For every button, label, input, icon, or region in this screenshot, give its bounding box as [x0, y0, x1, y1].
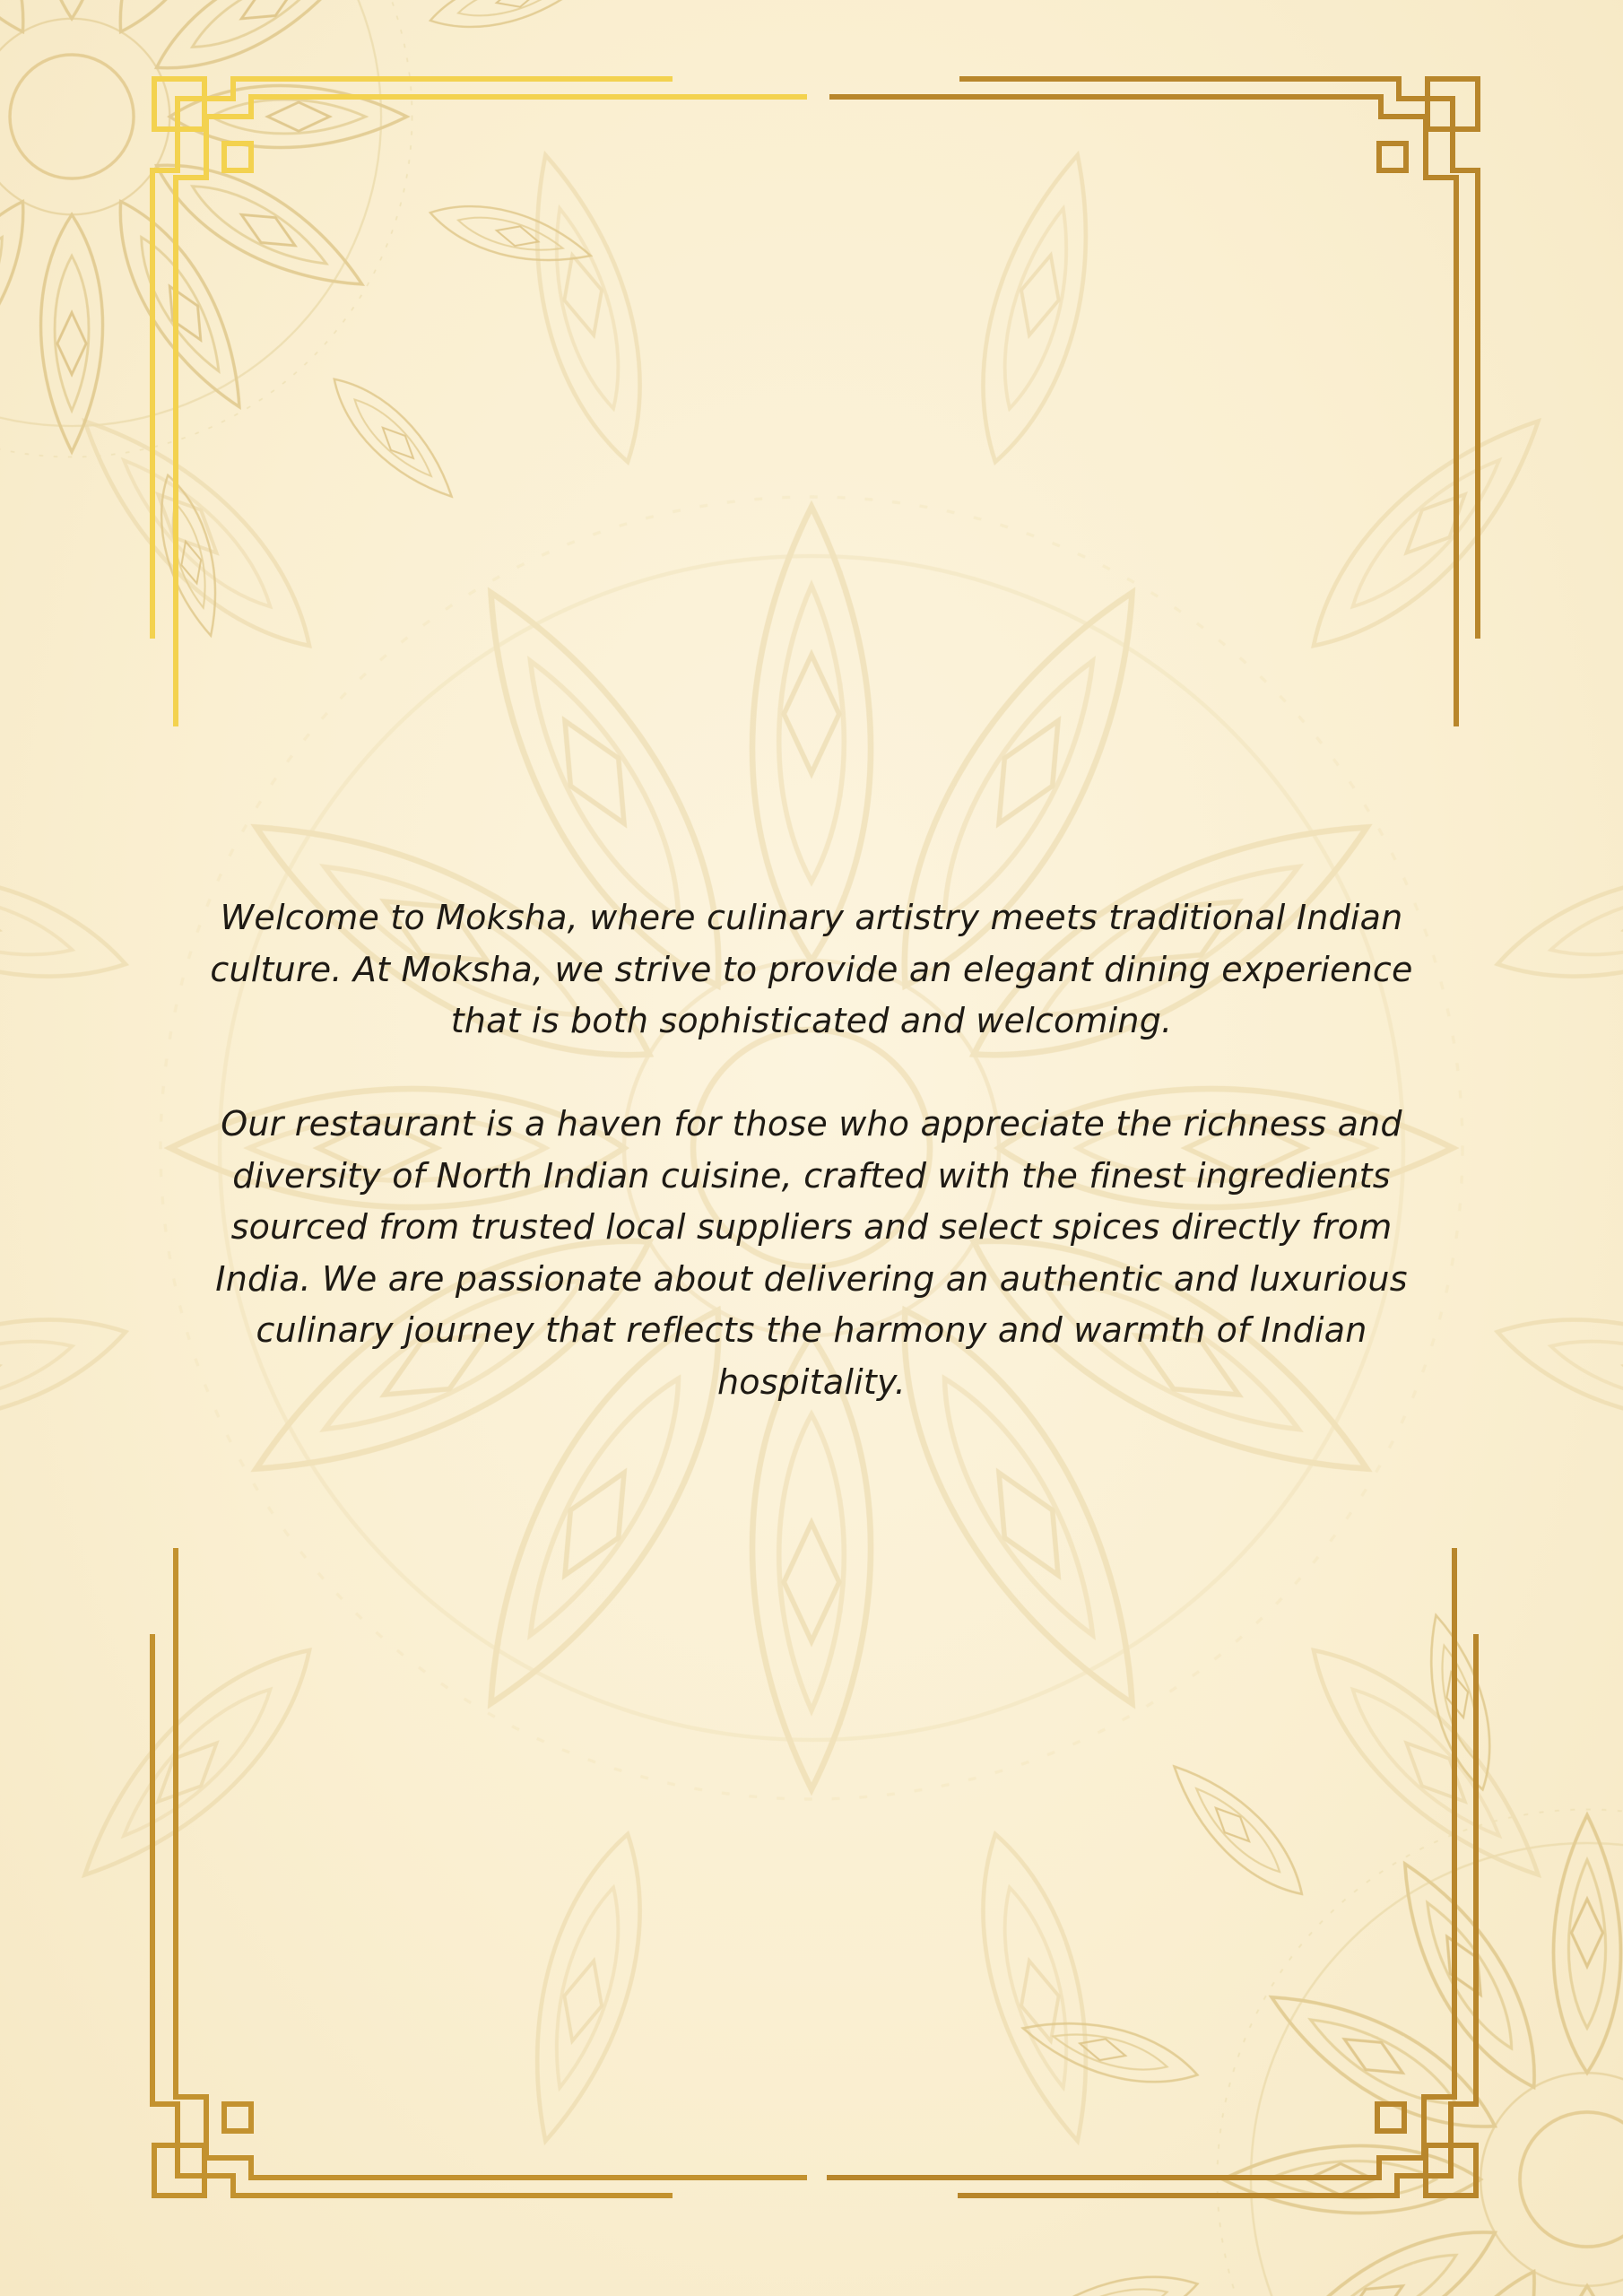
frame-corner-top-right: [829, 79, 1478, 726]
intro-text-block: [179, 892, 1444, 1408]
intro-paragraph-restaurant: Our restaurant is a haven for those who appreciate the richness and diversity of North Indian cuisine, crafted with the finest ingredients sourced from trusted local suppliers and select spices directly from India. We are passionate about delivering an authentic and luxurious culinary journey that reflects the harmony and warmth of Indian hospitality.: [215, 1104, 1408, 1402]
frame-corner-top-left: [152, 79, 807, 726]
frame-corner-bottom-right: [827, 1548, 1476, 2196]
frame-corner-bottom-left: [152, 1548, 807, 2196]
intro-paragraph-welcome: Welcome to Moksha, where culinary artistry meets traditional Indian culture. At Moksha, we strive to provide an elegant dining experience that is both sophisticated and welcoming.: [210, 898, 1413, 1040]
